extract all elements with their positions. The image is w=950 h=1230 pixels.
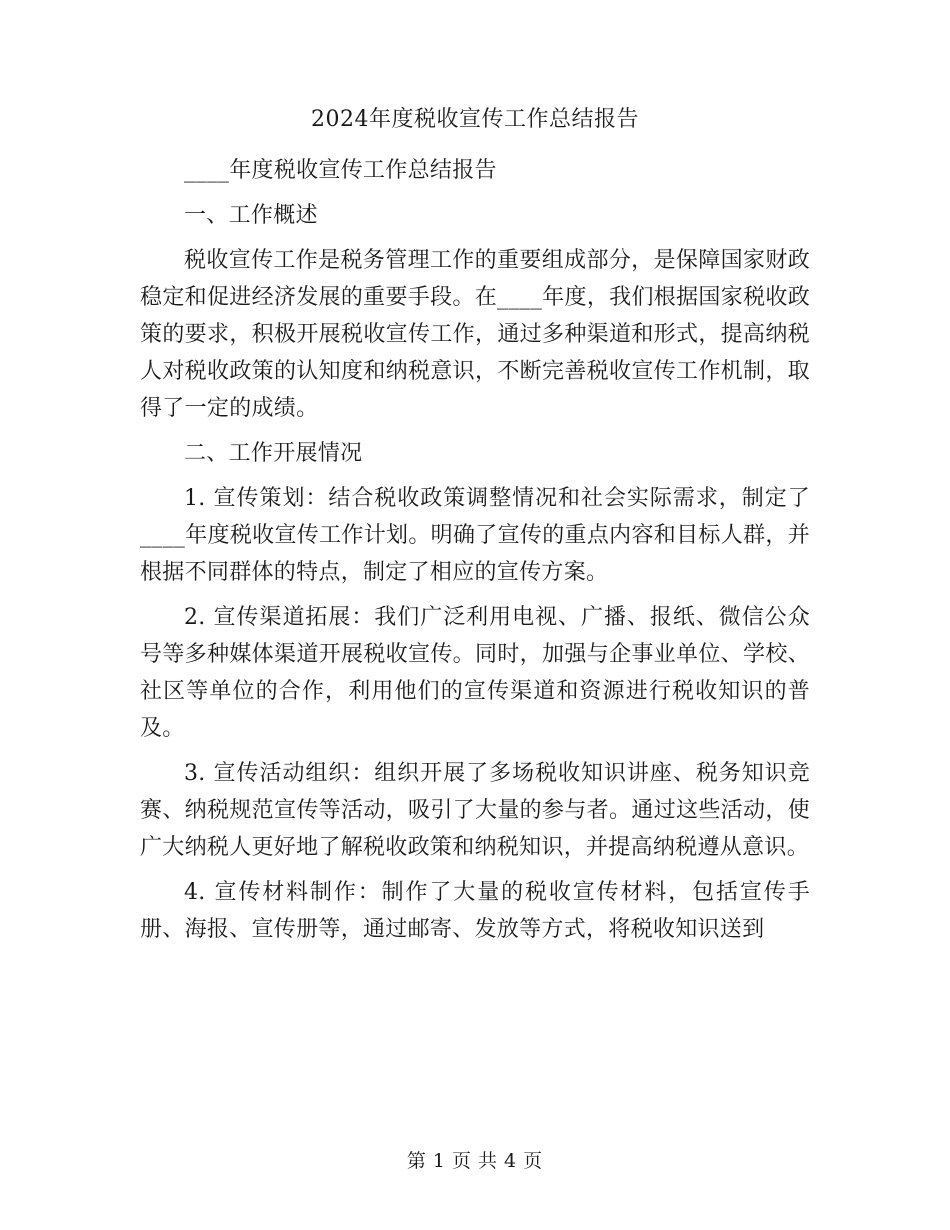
section-heading-overview: 一、工作概述 bbox=[184, 203, 318, 228]
section-heading-progress: 二、工作开展情况 bbox=[184, 441, 363, 466]
list-item-planning: 1. 宣传策划：结合税收政策调整情况和社会实际需求，制定了____年度税收宣传工作计划。明确了宣传的重点内容和目标人群，并根据不同群体的特点，制定了相应的宣传方案。 bbox=[140, 486, 810, 585]
body-paragraph: 税收宣传工作是税务管理工作的重要组成部分，是保障国家财政稳定和促进经济发展的重要手段。在____年度，我们根据国家税收政策的要求，积极开展税收宣传工作，通过多种渠道和形式，提高纳税人对税收政策的认知度和纳税意识，不断完善税收宣传工作机制，取得了一定的成绩。 bbox=[140, 248, 810, 421]
footer-current-page: 1 bbox=[432, 1150, 446, 1172]
list-item-channels: 2. 宣传渠道拓展：我们广泛利用电视、广播、报纸、微信公众号等多种媒体渠道开展税收宣传。同时，加强与企事业单位、学校、社区等单位的合作，利用他们的宣传渠道和资源进行税收知识的普及。 bbox=[140, 605, 810, 741]
footer-total-label: 共 bbox=[478, 1150, 499, 1172]
page-footer bbox=[0, 1147, 950, 1175]
footer-prefix: 第 bbox=[406, 1150, 427, 1172]
footer-suffix: 页 bbox=[523, 1150, 544, 1172]
list-item-materials: 4. 宣传材料制作：制作了大量的税收宣传材料，包括宣传手册、海报、宣传册等，通过邮寄、发放等方式，将税收知识送到 bbox=[140, 880, 810, 942]
list-item-activities: 3. 宣传活动组织：组织开展了多场税收知识讲座、税务知识竞赛、纳税规范宣传等活动，吸引了大量的参与者。通过这些活动，使广大纳税人更好地了解税收政策和纳税知识，并提高纳税遵从意识。 bbox=[140, 761, 810, 860]
footer-page-label: 页 bbox=[451, 1150, 472, 1172]
document-title: 2024年度税收宣传工作总结报告 bbox=[311, 107, 639, 132]
document-body bbox=[140, 152, 810, 956]
footer-total-pages: 4 bbox=[504, 1150, 518, 1172]
subtitle-paragraph: ____年度税收宣传工作总结报告 bbox=[184, 158, 497, 183]
